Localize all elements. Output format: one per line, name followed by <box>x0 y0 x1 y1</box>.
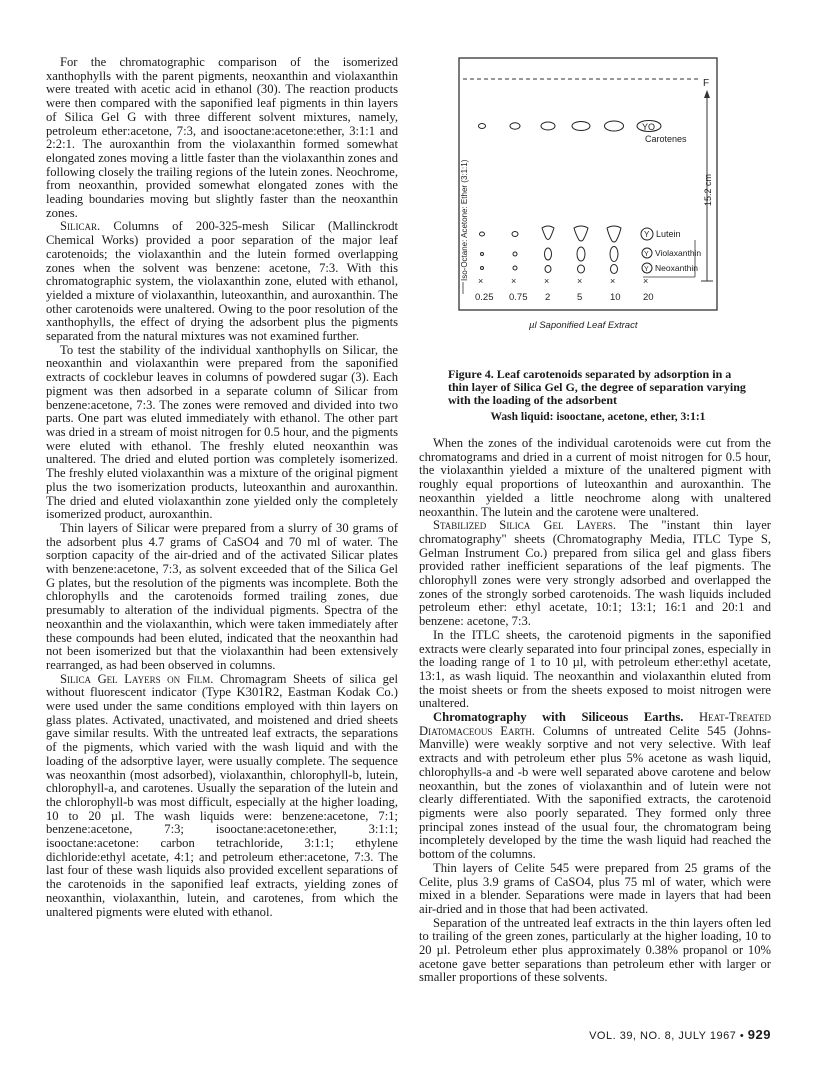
origin-mark-5: × <box>610 276 616 286</box>
section-heading: Silicar. <box>60 219 101 234</box>
section-heading: Heat-Treated Diatomaceous Earth. <box>419 710 771 738</box>
section-heading: Stabilized Silica Gel Layers. <box>433 518 616 533</box>
section-heading: Silica Gel Layers on Film. <box>60 671 214 686</box>
paragraph <box>419 437 771 519</box>
origin-mark-3: × <box>544 276 550 286</box>
violaxanthin-label: Violaxanthin <box>655 248 702 258</box>
running-footer: VOL. 39, NO. 8, JULY 1967 <box>589 1030 737 1042</box>
carotenes-label: Carotenes <box>645 134 687 144</box>
paragraph-text: Separation of the untreated leaf extracts in the thin layers often led to trailing of the green zones, particularly at the higher loading, 10 to 20 µl. Petroleum ether plus approximately 0.38% propanol or 10% acetone gave better separations than petroleum ether with larger or smaller proportions of these solvents. <box>419 915 771 985</box>
side-label: Iso-Octane: Acetone: Ether (3:1:1) <box>460 159 469 281</box>
chromatogram-diagram <box>419 56 771 356</box>
lutein-mark: Y <box>644 230 650 239</box>
carotene-spot-3 <box>541 122 555 130</box>
origin-mark-2: × <box>511 276 517 286</box>
lutein-spot-3 <box>542 226 554 240</box>
left-column <box>46 56 398 919</box>
wash-liquid-text: isooctane, acetone, ether, 3:1:1 <box>556 411 706 423</box>
figure-label: Figure 4. <box>448 367 494 381</box>
violaxanthin-spot-4 <box>577 247 585 261</box>
carotene-yo-mark: YO <box>642 122 656 132</box>
carotene-spot-5 <box>605 121 624 131</box>
violaxanthin-spot-1 <box>481 253 484 256</box>
paragraph-text: Columns of untreated Celite 545 (Johns-Manville) were weakly sorptive and not very selective. With leaf extracts and with petroleum ether plus 5% acetone as wash liquid, chlorophylls-a and -b were well separated above carotene and below neoxanthin, but the zones of violaxanthin and of lutein were not clearly differentiated. With the saponified extracts, the carotenoid pigments were also poorly separated. They formed only three principal zones instead of the usual four, the chromatogram being incompletely developed by the time the wash liquid had reached the bottom of the columns. <box>419 723 771 862</box>
height-arrow-head <box>704 90 710 98</box>
carotene-spot-1 <box>479 124 486 129</box>
paragraph-text: Thin layers of Silicar were prepared from a slurry of 30 grams of the adsorbent plus 4.7 grams of CaSO4 and 70 ml of water. The sorption capacity of the air-dried and of the activated Silicar plates with benzene:acetone, 7:3, as solvent exceeded that of the Silica Gel G plates, but the resolution of the pigments was incomplete. Both the chlorophylls and the carotenoids formed trailing zones, due presumably to alteration of the individual pigments. Spectra of the neoxanthin and the violaxanthin, which were taken immediately after these compounds had been eluted, indicated that the neoxanthin had not been isomerized but that the violaxanthin had been extensively rearranged, as had been observed in columns. <box>46 520 398 672</box>
carotene-spot-2 <box>510 123 520 129</box>
paragraph <box>46 56 398 220</box>
neoxanthin-spot-3 <box>545 266 551 273</box>
wash-liquid-label: Wash liquid: <box>490 411 554 423</box>
paragraph <box>419 629 771 711</box>
footer-bullet: • <box>739 1030 745 1042</box>
front-label: F <box>703 78 710 89</box>
paragraph <box>46 522 398 673</box>
violaxanthin-spot-2 <box>513 252 517 256</box>
lutein-label: Lutein <box>656 229 681 239</box>
right-column <box>419 437 771 985</box>
height-label: 15.2 cm <box>703 173 713 206</box>
neoxanthin-mark: Y <box>644 266 649 273</box>
paragraph <box>46 673 398 920</box>
bold-heading: Chromatography with Siliceous Earths. <box>433 710 684 725</box>
paragraph-text: Chromagram Sheets of silica gel without fluorescent indicator (Type K301R2, Eastman Kodak Co.) were used under the same conditions employed with thin layers on glass plates. Activated, unactivated, and moistened and dried sheets gave similar results. With the untreated leaf extracts, the separations of the pigments, which varied with the wash liquid and with the loading of the adsorptive layer, were usually complete. The sequence was neoxanthin (most adsorbed), violaxanthin, chlorophyll-b, lutein, chlorophyll-a, and carotenes. Usually the separation of the lutein and the chlorophyll-b was most difficult, especially at the higher loading, 10 to 20 µl. The wash liquids were: benzene:acetone, 7:1; benzene:acetone, 7:3; isooctane:acetone:ether, 3:1:1; isooctane:acetone: carbon tetrachloride, 3:1:1; ethylene dichloride:ethyl acetate, 4:1; and petroleum ether:acetone, 7:3. The last four of these wash liquids also provided excellent separations of the carotenoids in the saponified leaf extracts, yielding zones of neoxanthin, violaxanthin, lutein, and carotenes, from which the unaltered pigments were eluted with ethanol. <box>46 671 398 919</box>
lutein-spot-2 <box>512 232 518 237</box>
origin-mark-6: × <box>643 276 649 286</box>
violaxanthin-mark: Y <box>644 251 649 258</box>
loading-label: 5 <box>577 292 583 303</box>
lutein-spot-5 <box>607 226 621 242</box>
page-footer <box>560 1027 771 1042</box>
paragraph-text: When the zones of the individual carotenoids were cut from the chromatograms and dried in a current of moist nitrogen for 0.5 hour, the violaxanthin yielded a mixture of the unaltered pigment with roughly equal proportions of luteoxanthin and auroxanthin. The neoxanthin yielded a little neochrome along with unaltered neoxanthin. The lutein and the carotene were unaltered. <box>419 436 771 519</box>
paragraph-text: Thin layers of Celite 545 were prepared from 25 grams of the Celite, plus 3.9 grams of CaSO4, plus 75 ml of water, which were mixed in a blender. Separations were made in layers that had been air-dried and in those that had been activated. <box>419 860 771 916</box>
figure-caption-text: Leaf carotenoids separated by adsorption in a thin layer of Silica Gel G, the degree of separation varying with the loading of the adsorbent <box>448 367 746 407</box>
lutein-spot-4 <box>574 226 588 241</box>
loading-labels <box>475 292 654 303</box>
figure-caption <box>448 368 748 407</box>
loading-label: 0.75 <box>509 292 528 303</box>
neoxanthin-label: Neoxanthin <box>655 263 699 273</box>
page-number: 929 <box>747 1027 771 1042</box>
origin-mark-1: × <box>478 276 484 286</box>
paragraph <box>419 711 771 862</box>
loading-label: 0.25 <box>475 292 494 303</box>
x-axis-label: µl Saponified Leaf Extract <box>529 320 638 331</box>
carotene-spot-4 <box>572 122 590 131</box>
paragraph-text: To test the stability of the individual xanthophylls on Silicar, the neoxanthin and violaxanthin were prepared from the saponified extracts of cocklebur leaves in columns of powdered sugar (3). Each pigment was then adsorbed in a separate column of Silicar from benzene:acetone, 7:3. The zones were removed and divided into two parts. One part was eluted immediately with ethanol. The other part was dried in a stream of moist nitrogen for 0.5 hour, and the pigments were eluted with ethanol. The freshly eluted neoxanthin was unaltered. The dried and eluted portion was completely isomerized. The freshly eluted violaxanthin was a mixture of the original pigment plus the two isomerization products, luteoxanthin and auroxanthin. The dried and eluted violaxanthin zone yielded only the completely isomerized product, auroxanthin. <box>46 342 398 522</box>
neoxanthin-spot-5 <box>611 265 618 274</box>
loading-label: 2 <box>545 292 551 303</box>
paragraph-text: Columns of 200-325-mesh Silicar (Mallinckrodt Chemical Works) provided a poor separation of the major leaf carotenoids; the violaxanthin and the lutein formed overlapping zones when the solvent was benzene: acetone, 7:3. With this chromatographic system, the violaxanthin zone, eluted with ethanol, yielded a mixture of violaxanthin, luteoxanthin, and auroxanthin. The other carotenoids were unaltered. Owing to the poor resolution of the xanthophylls, the effect of drying the adsorbent plus the pigments separated from the natural mixtures was not examined further. <box>46 219 398 344</box>
neoxanthin-spot-2 <box>513 266 517 270</box>
loading-label: 20 <box>643 292 654 303</box>
paragraph-text: For the chromatographic comparison of the isomerized xanthophylls with the parent pigments, neoxanthin and violaxanthin were treated with acetic acid in ethanol (30). The reaction products were then compared with the saponified leaf pigments in thin layers of Silica Gel G with three different solvent mixtures, namely, petroleum ether:acetone, 7:3, and isooctane:acetone:ether, 3:1:1 and 2:2:1. The auroxanthin from the violaxanthin formed somewhat elongated zones moving a little faster than the violaxanthin zones and following closely the trailing regions of the lutein zones. Neochrome, from neoxanthin, provided somewhat elongated zones with the leading boundaries moving but slightly faster than the neoxanthin zones. <box>46 55 398 220</box>
paragraph-text: The "instant thin layer chromatography" sheets (Chromatography Media, ITLC Type S, Gelman Instrument Co.) prepared from silica gel and glass fibers provided rather inefficient separations of the leaf pigments. The chlorophyll zones were very strongly adsorbed and overlapped the zones of the strongly sorbed carotenoids. The wash liquids included petroleum ether: ethyl acetate, 10:1; 13:1; 16:1 and 20:1 and benzene: acetone, 7:3. <box>419 518 771 629</box>
paragraph <box>419 862 771 917</box>
neoxanthin-spot-1 <box>481 267 484 270</box>
loading-label: 10 <box>610 292 621 303</box>
paragraph <box>46 220 398 343</box>
wash-liquid-note <box>448 411 748 423</box>
paragraph <box>46 344 398 522</box>
paragraph <box>419 519 771 629</box>
violaxanthin-spot-3 <box>545 248 552 260</box>
origin-marks <box>478 276 648 286</box>
lutein-spot-1 <box>480 232 485 236</box>
neoxanthin-spot-4 <box>578 265 585 273</box>
violaxanthin-spot-5 <box>610 247 618 262</box>
paragraph-text: In the ITLC sheets, the carotenoid pigments in the saponified extracts were clearly separated into four principal zones, especially in the loading range of 1 to 10 µl, with petroleum ether:ethyl acetate, 13:1, as wash liquid. The neoxanthin and violaxanthin eluted from the moist sheets or from the sheets exposed to moist nitrogen were unaltered. <box>419 627 771 711</box>
origin-mark-4: × <box>577 276 583 286</box>
paragraph <box>419 917 771 986</box>
